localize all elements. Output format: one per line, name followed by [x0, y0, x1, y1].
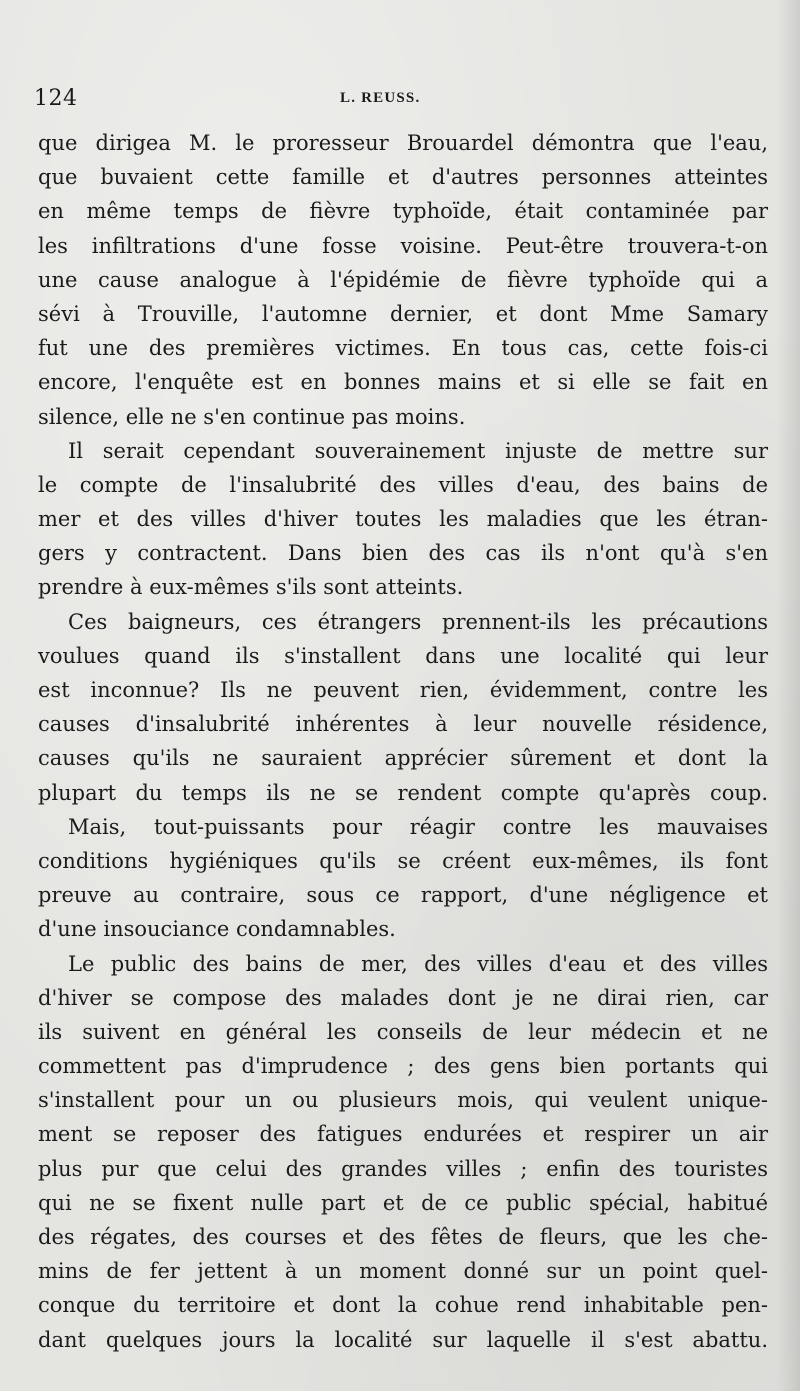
- text-line: prendre à eux-mêmes s'ils sont atteints.: [38, 575, 464, 600]
- text-line: plus pur que celui des grandes villes ; enfin des touristes: [38, 1156, 768, 1181]
- text-line: les infiltrations d'une fosse voisine. Peut-être trouvera-t-on: [38, 233, 768, 258]
- page-number: 124: [34, 86, 78, 111]
- text-line: ils suivent en général les conseils de leur médecin et ne: [38, 1019, 768, 1044]
- running-title: L. REUSS.: [340, 90, 421, 106]
- text-line: s'installent pour un ou plusieurs mois, qui veulent unique-: [38, 1088, 768, 1113]
- text-line: Le public des bains de mer, des villes d'eau et des villes: [68, 951, 768, 976]
- text-line: voulues quand ils s'installent dans une localité qui leur: [38, 643, 768, 668]
- text-line: mins de fer jettent à un moment donné sur un point quel-: [38, 1259, 768, 1284]
- text-line: dant quelques jours la localité sur laquelle il s'est abattu.: [38, 1327, 768, 1352]
- text-line: qui ne se fixent nulle part et de ce public spécial, habitué: [38, 1190, 768, 1215]
- text-line: commettent pas d'imprudence ; des gens bien portants qui: [38, 1054, 768, 1079]
- text-line: silence, elle ne s'en continue pas moins.: [38, 404, 466, 429]
- text-line: est inconnue? Ils ne peuvent rien, évidemment, contre les: [38, 678, 768, 702]
- text-line: une cause analogue à l'épidémie de fièvre typhoïde qui a: [38, 267, 768, 292]
- text-line: ment se reposer des fatigues endurées et respirer un air: [38, 1122, 768, 1147]
- text-line: fut une des premières victimes. En tous cas, cette fois-ci: [38, 336, 768, 361]
- text-line: d'une insouciance condamnables.: [38, 917, 396, 942]
- text-line: mer et des villes d'hiver toutes les maladies que les étran-: [38, 507, 768, 532]
- text-line: Il serait cependant souverainement injuste de mettre sur: [68, 438, 768, 463]
- text-line: que dirigea M. le proresseur Brouardel démontra que l'eau,: [38, 131, 768, 155]
- running-head: [34, 86, 754, 120]
- text-line: preuve au contraire, sous ce rapport, d'une négligence et: [38, 883, 768, 908]
- text-line: causes qu'ils ne sauraient apprécier sûrement et dont la: [38, 746, 768, 771]
- text-line: Mais, tout-puissants pour réagir contre les mauvaises: [68, 814, 768, 839]
- text-line: en même temps de fièvre typhoïde, était contaminée par: [38, 199, 768, 224]
- text-line: sévi à Trouville, l'automne dernier, et dont Mme Samary: [38, 301, 768, 326]
- text-line: conque du territoire et dont la cohue rend inhabitable pen-: [38, 1293, 768, 1318]
- text-line: plupart du temps ils ne se rendent compte qu'après coup.: [38, 780, 768, 805]
- text-line: des régates, des courses et des fêtes de fleurs, que les che-: [38, 1225, 768, 1249]
- text-line: causes d'insalubrité inhérentes à leur nouvelle résidence,: [38, 712, 768, 737]
- text-line: Ces baigneurs, ces étrangers prennent-ils les précautions: [68, 609, 768, 634]
- text-line: conditions hygiéniques qu'ils se créent eux-mêmes, ils font: [38, 848, 768, 873]
- text-line: encore, l'enquête est en bonnes mains et si elle se fait en: [38, 370, 768, 395]
- text-line: que buvaient cette famille et d'autres personnes atteintes: [38, 165, 768, 190]
- text-line: gers y contractent. Dans bien des cas ils n'ont qu'à s'en: [38, 541, 768, 566]
- text-line: d'hiver se compose des malades dont je ne dirai rien, car: [38, 985, 768, 1010]
- text-line: le compte de l'insalubrité des villes d'eau, des bains de: [38, 472, 768, 497]
- body-text: [38, 126, 768, 1357]
